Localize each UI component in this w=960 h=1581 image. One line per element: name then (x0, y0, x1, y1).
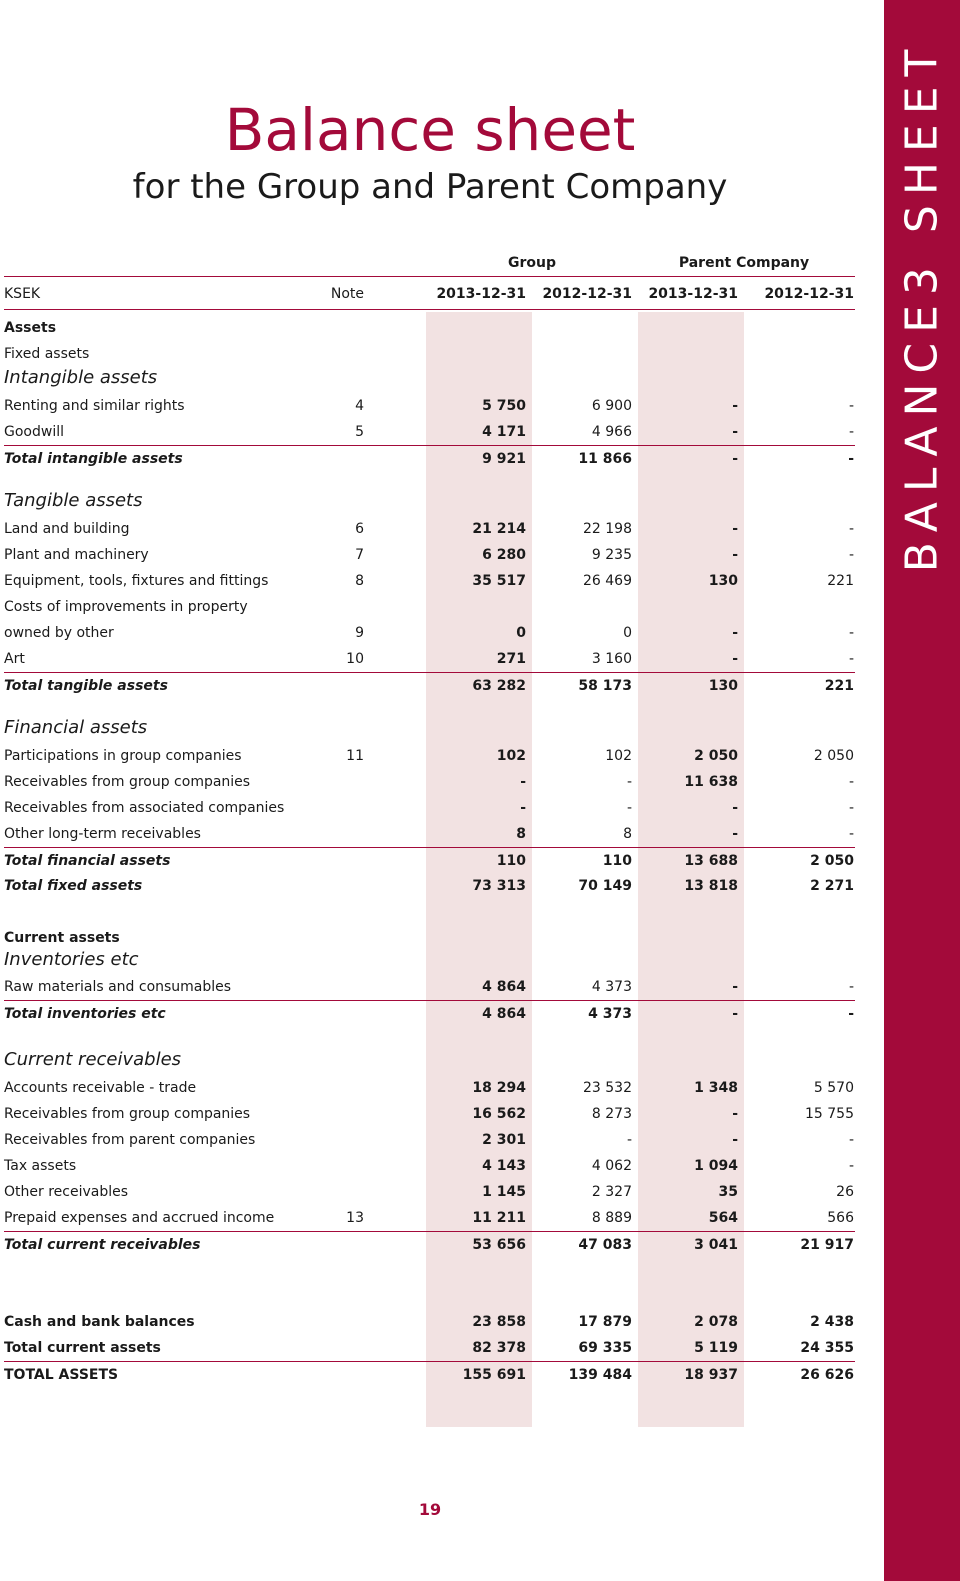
row-value-c1: 4 864 (482, 1006, 526, 1022)
table-row (4, 542, 855, 568)
row-value-c4: 2 438 (810, 1314, 854, 1330)
row-value-c4: - (848, 424, 854, 440)
column-header-row (4, 281, 855, 307)
row-label: Receivables from group companies (4, 774, 251, 790)
row-value-c2: 69 335 (578, 1340, 632, 1356)
row-value-c2: 8 273 (591, 1106, 632, 1122)
row-value-c1: 8 (516, 826, 526, 842)
row-value-c1: 271 (496, 651, 526, 667)
row-value-c4: - (848, 826, 854, 842)
row-value-c2: 102 (605, 748, 632, 764)
row-value-c1: 4 864 (482, 979, 526, 995)
row-value-c2: 47 083 (578, 1237, 632, 1253)
row-label: Goodwill (4, 424, 64, 440)
row-value-c1: 73 313 (472, 878, 526, 894)
row-label: Cash and bank balances (4, 1314, 195, 1330)
table-row (4, 795, 855, 821)
page-number: 19 (418, 1500, 442, 1519)
table-row (4, 769, 855, 795)
row-value-c3: 11 638 (684, 774, 738, 790)
row-label: Raw materials and consumables (4, 979, 232, 995)
row-value-c4: - (848, 1006, 854, 1022)
table-row (4, 672, 855, 699)
row-value-c3: 130 (708, 573, 738, 589)
row-value-c1: 0 (516, 625, 526, 641)
table-row (4, 947, 855, 973)
row-note: 6 (355, 521, 364, 537)
row-value-c2: - (626, 774, 632, 790)
row-note: 7 (355, 547, 364, 563)
row-value-c1: 63 282 (472, 678, 526, 694)
row-value-c3: - (732, 651, 738, 667)
row-value-c2: 139 484 (568, 1367, 632, 1383)
row-value-c2: 11 866 (578, 451, 632, 467)
row-label: Art (4, 651, 25, 667)
row-value-c1: 53 656 (472, 1237, 526, 1253)
row-value-c2: 0 (623, 625, 632, 641)
table-row (4, 715, 855, 741)
row-value-c3: - (732, 451, 738, 467)
row-value-c4: 566 (827, 1210, 854, 1226)
row-label: Other long-term receivables (4, 826, 201, 842)
header-bottom-line (4, 309, 855, 310)
table-row (4, 873, 855, 899)
col-group-2013-header: 2013-12-31 (436, 286, 526, 302)
table-row (4, 365, 855, 391)
row-value-c4: - (848, 547, 854, 563)
row-value-c1: 35 517 (472, 573, 526, 589)
row-value-c2: 110 (602, 853, 632, 869)
row-value-c4: - (848, 979, 854, 995)
row-value-c2: 17 879 (578, 1314, 632, 1330)
row-value-c3: - (732, 424, 738, 440)
row-value-c3: 13 818 (684, 878, 738, 894)
row-value-c1: 18 294 (472, 1080, 526, 1096)
row-value-c2: 23 532 (583, 1080, 632, 1096)
row-label: Total current assets (4, 1340, 161, 1356)
row-value-c1: 110 (496, 853, 526, 869)
row-value-c2: 4 966 (591, 424, 632, 440)
col-note-header: Note (330, 286, 364, 302)
row-label: owned by other (4, 625, 114, 641)
row-value-c2: 70 149 (578, 878, 632, 894)
table-row (4, 1205, 855, 1231)
page-title: Balance sheet (224, 96, 636, 164)
row-value-c3: 564 (708, 1210, 738, 1226)
row-note: 5 (355, 424, 364, 440)
table-row (4, 1309, 855, 1335)
row-value-c1: 6 280 (482, 547, 526, 563)
header-top-line (4, 276, 855, 277)
row-value-c1: - (520, 774, 526, 790)
table-row (4, 847, 855, 874)
row-value-c3: 5 119 (694, 1340, 738, 1356)
col-parent-2013-header: 2013-12-31 (648, 286, 738, 302)
table-row (4, 620, 855, 646)
row-value-c4: 15 755 (805, 1106, 854, 1122)
row-value-c3: - (732, 1106, 738, 1122)
row-value-c1: 4 171 (482, 424, 526, 440)
group-header: Group (507, 255, 556, 271)
row-value-c3: 130 (708, 678, 738, 694)
row-value-c4: - (848, 774, 854, 790)
row-value-c3: 35 (718, 1184, 738, 1200)
table-row (4, 516, 855, 542)
row-note: 8 (355, 573, 364, 589)
row-label: Renting and similar rights (4, 398, 185, 414)
row-value-c2: 26 469 (583, 573, 632, 589)
row-value-c3: 13 688 (684, 853, 738, 869)
row-note: 11 (346, 748, 364, 764)
row-note: 13 (346, 1210, 364, 1226)
table-row (4, 393, 855, 419)
row-value-c1: 4 143 (482, 1158, 526, 1174)
col-parent-2012-header: 2012-12-31 (764, 286, 854, 302)
row-value-c4: 24 355 (800, 1340, 854, 1356)
row-value-c3: - (732, 521, 738, 537)
row-value-c2: 9 235 (591, 547, 632, 563)
table-row (4, 568, 855, 594)
row-label: Fixed assets (4, 346, 90, 362)
row-value-c1: 82 378 (472, 1340, 526, 1356)
row-value-c4: - (848, 398, 854, 414)
row-label: Tangible assets (4, 490, 143, 511)
row-value-c4: 2 050 (810, 853, 854, 869)
table-row (4, 1231, 855, 1258)
row-value-c3: 18 937 (684, 1367, 738, 1383)
table-row (4, 743, 855, 769)
row-value-c1: 23 858 (472, 1314, 526, 1330)
row-value-c1: 9 921 (482, 451, 526, 467)
row-value-c2: - (626, 800, 632, 816)
row-label: Land and building (4, 521, 130, 537)
row-value-c2: 8 889 (591, 1210, 632, 1226)
row-label: Plant and machinery (4, 547, 149, 563)
row-label: Tax assets (4, 1158, 77, 1174)
row-value-c1: 21 214 (472, 521, 526, 537)
col-label-header: KSEK (4, 286, 41, 302)
row-value-c4: 26 626 (800, 1367, 854, 1383)
row-label: Current receivables (4, 1049, 182, 1070)
row-value-c2: 4 062 (591, 1158, 632, 1174)
row-label: Accounts receivable - trade (4, 1080, 197, 1096)
row-label: Financial assets (4, 717, 148, 738)
col-group-2012-header: 2012-12-31 (542, 286, 632, 302)
row-label: Total fixed assets (4, 878, 143, 894)
row-label: Receivables from group companies (4, 1106, 251, 1122)
row-label: TOTAL ASSETS (4, 1367, 119, 1383)
table-row (4, 646, 855, 672)
table-row (4, 488, 855, 514)
table-row (4, 1047, 855, 1073)
table-row (4, 1000, 855, 1027)
table-row (4, 1127, 855, 1153)
table-row (4, 821, 855, 847)
table-row (4, 445, 855, 472)
table-row (4, 1179, 855, 1205)
row-value-c1: 102 (496, 748, 526, 764)
row-value-c3: 3 041 (694, 1237, 738, 1253)
table-row (4, 315, 855, 341)
row-label: Receivables from associated companies (4, 800, 285, 816)
row-label: Costs of improvements in property (4, 599, 248, 615)
page-subtitle: for the Group and Parent Company (132, 167, 728, 207)
row-value-c1: 2 301 (482, 1132, 526, 1148)
row-value-c3: 2 050 (694, 748, 738, 764)
table-row (4, 594, 855, 620)
table-row (4, 974, 855, 1000)
row-value-c2: 22 198 (583, 521, 632, 537)
row-label: Total financial assets (4, 853, 171, 869)
row-label: Assets (4, 320, 57, 336)
row-value-c1: 5 750 (482, 398, 526, 414)
row-value-c4: 2 050 (813, 748, 854, 764)
row-label: Total intangible assets (4, 451, 183, 467)
row-value-c4: - (848, 521, 854, 537)
row-value-c4: 221 (824, 678, 854, 694)
row-value-c4: 2 271 (810, 878, 854, 894)
row-note: 9 (355, 625, 364, 641)
row-value-c3: - (732, 625, 738, 641)
row-value-c4: - (848, 1132, 854, 1148)
row-value-c3: 2 078 (694, 1314, 738, 1330)
row-value-c4: 21 917 (800, 1237, 854, 1253)
row-value-c1: 1 145 (482, 1184, 526, 1200)
row-value-c1: 155 691 (462, 1367, 526, 1383)
row-value-c1: 11 211 (472, 1210, 526, 1226)
row-label: Receivables from parent companies (4, 1132, 256, 1148)
row-value-c3: - (732, 979, 738, 995)
row-value-c2: 3 160 (591, 651, 632, 667)
row-value-c2: 8 (623, 826, 632, 842)
table-row (4, 1075, 855, 1101)
table-row (4, 1335, 855, 1361)
row-value-c2: 2 327 (591, 1184, 632, 1200)
row-value-c3: - (732, 826, 738, 842)
row-label: Intangible assets (4, 367, 158, 388)
table-row (4, 1153, 855, 1179)
row-value-c4: 26 (836, 1184, 854, 1200)
row-value-c2: - (626, 1132, 632, 1148)
row-value-c3: 1 094 (694, 1158, 738, 1174)
row-value-c3: - (732, 1132, 738, 1148)
row-value-c4: 5 570 (813, 1080, 854, 1096)
table-row (4, 1361, 855, 1388)
parent-company-header: Parent Company (678, 255, 810, 271)
row-value-c3: - (732, 800, 738, 816)
table-row (4, 1101, 855, 1127)
row-value-c4: - (848, 625, 854, 641)
table-row (4, 341, 855, 367)
row-value-c2: 4 373 (588, 1006, 632, 1022)
row-value-c4: - (848, 1158, 854, 1174)
row-value-c1: - (520, 800, 526, 816)
row-label: Equipment, tools, fixtures and fittings (4, 573, 269, 589)
row-label: Current assets (4, 930, 120, 946)
row-label: Inventories etc (4, 949, 139, 970)
row-value-c1: 16 562 (472, 1106, 526, 1122)
row-label: Total tangible assets (4, 678, 168, 694)
row-value-c4: - (848, 651, 854, 667)
row-value-c2: 6 900 (591, 398, 632, 414)
row-note: 10 (346, 651, 364, 667)
row-note: 4 (355, 398, 364, 414)
row-label: Participations in group companies (4, 748, 242, 764)
row-value-c4: - (848, 800, 854, 816)
row-label: Total current receivables (4, 1237, 201, 1253)
row-label: Other receivables (4, 1184, 129, 1200)
row-value-c2: 4 373 (591, 979, 632, 995)
table-row (4, 419, 855, 445)
row-label: Total inventories etc (4, 1006, 166, 1022)
row-value-c3: 1 348 (694, 1080, 738, 1096)
row-value-c2: 58 173 (578, 678, 632, 694)
row-value-c4: - (848, 451, 854, 467)
row-value-c3: - (732, 398, 738, 414)
row-value-c3: - (732, 547, 738, 563)
row-value-c4: 221 (827, 573, 854, 589)
row-label: Prepaid expenses and accrued income (4, 1210, 275, 1226)
row-value-c3: - (732, 1006, 738, 1022)
side-label: BALANCE3 SHEET (896, 39, 948, 573)
